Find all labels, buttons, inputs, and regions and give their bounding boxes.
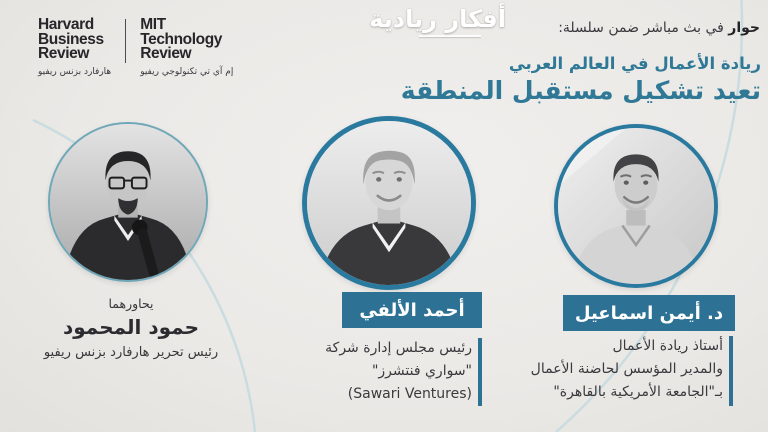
guest1-role	[325, 337, 472, 406]
guest1-role-bar	[478, 338, 482, 406]
moderator-name: حمود المحمود	[63, 315, 199, 339]
headline-line1: ريادة الأعمال في العالم العربي	[508, 54, 761, 73]
series-rest: في بث مباشر ضمن سلسلة:	[558, 20, 724, 36]
hbr-line2: Business	[38, 30, 104, 48]
moderator-caption	[16, 295, 246, 363]
guest1-avatar	[307, 121, 471, 285]
moderator-avatar	[50, 124, 206, 280]
series-logo-text: أفكار ريادية	[369, 5, 506, 33]
series-intro	[558, 20, 760, 36]
portrait-guest1	[302, 116, 476, 290]
guest2-role-line2: والمدير المؤسس لحاضنة الأعمال	[530, 361, 723, 377]
guest2-name-box	[563, 295, 735, 331]
guest2-avatar	[558, 128, 714, 284]
headline	[401, 53, 761, 106]
series-logo-tagline	[419, 35, 481, 37]
brand-logos	[38, 18, 233, 77]
moderator-intro: يحاورهما	[108, 296, 154, 311]
moderator-role: رئيس تحرير هارفارد بزنس ريفيو	[43, 345, 219, 360]
hbr-line1: Harvard	[38, 16, 94, 33]
guest1-role-line2: "سواري فنتشرز"	[371, 363, 472, 379]
guest2-role-line3: بـ"الجامعة الأمريكية بالقاهرة"	[553, 384, 723, 400]
guest1-role-line1: رئيس مجلس إدارة شركة	[325, 340, 472, 356]
mit-line1: MIT	[140, 16, 166, 33]
guest1-name: أحمد الألفي	[359, 299, 465, 321]
hbr-logo	[38, 18, 111, 77]
guest1-name-box	[342, 292, 482, 328]
series-bold-word: حوار	[728, 20, 760, 36]
guest2-name: د. أيمن اسماعيل	[574, 302, 724, 324]
guest1-role-line3: (Sawari Ventures)	[347, 386, 472, 402]
headline-line2: تعيد تشكيل مستقبل المنطقة	[400, 76, 761, 105]
hbr-line3: Review	[38, 45, 90, 62]
portrait-guest2	[554, 124, 718, 288]
brand-divider	[125, 19, 126, 63]
guest2-role	[531, 335, 723, 404]
hbr-arabic-label: هارفارد بزنس ريفيو	[38, 66, 112, 77]
portrait-moderator	[48, 122, 208, 282]
mit-arabic-label: إم آي تي تكنولوجي ريفيو	[140, 66, 234, 77]
guest2-role-line1: أستاذ ريادة الأعمال	[612, 338, 723, 354]
mit-line3: Review	[140, 45, 192, 62]
guest2-role-bar	[729, 336, 733, 406]
series-logo	[369, 5, 506, 37]
mit-line2: Technology	[140, 30, 223, 48]
mit-logo	[140, 18, 233, 77]
